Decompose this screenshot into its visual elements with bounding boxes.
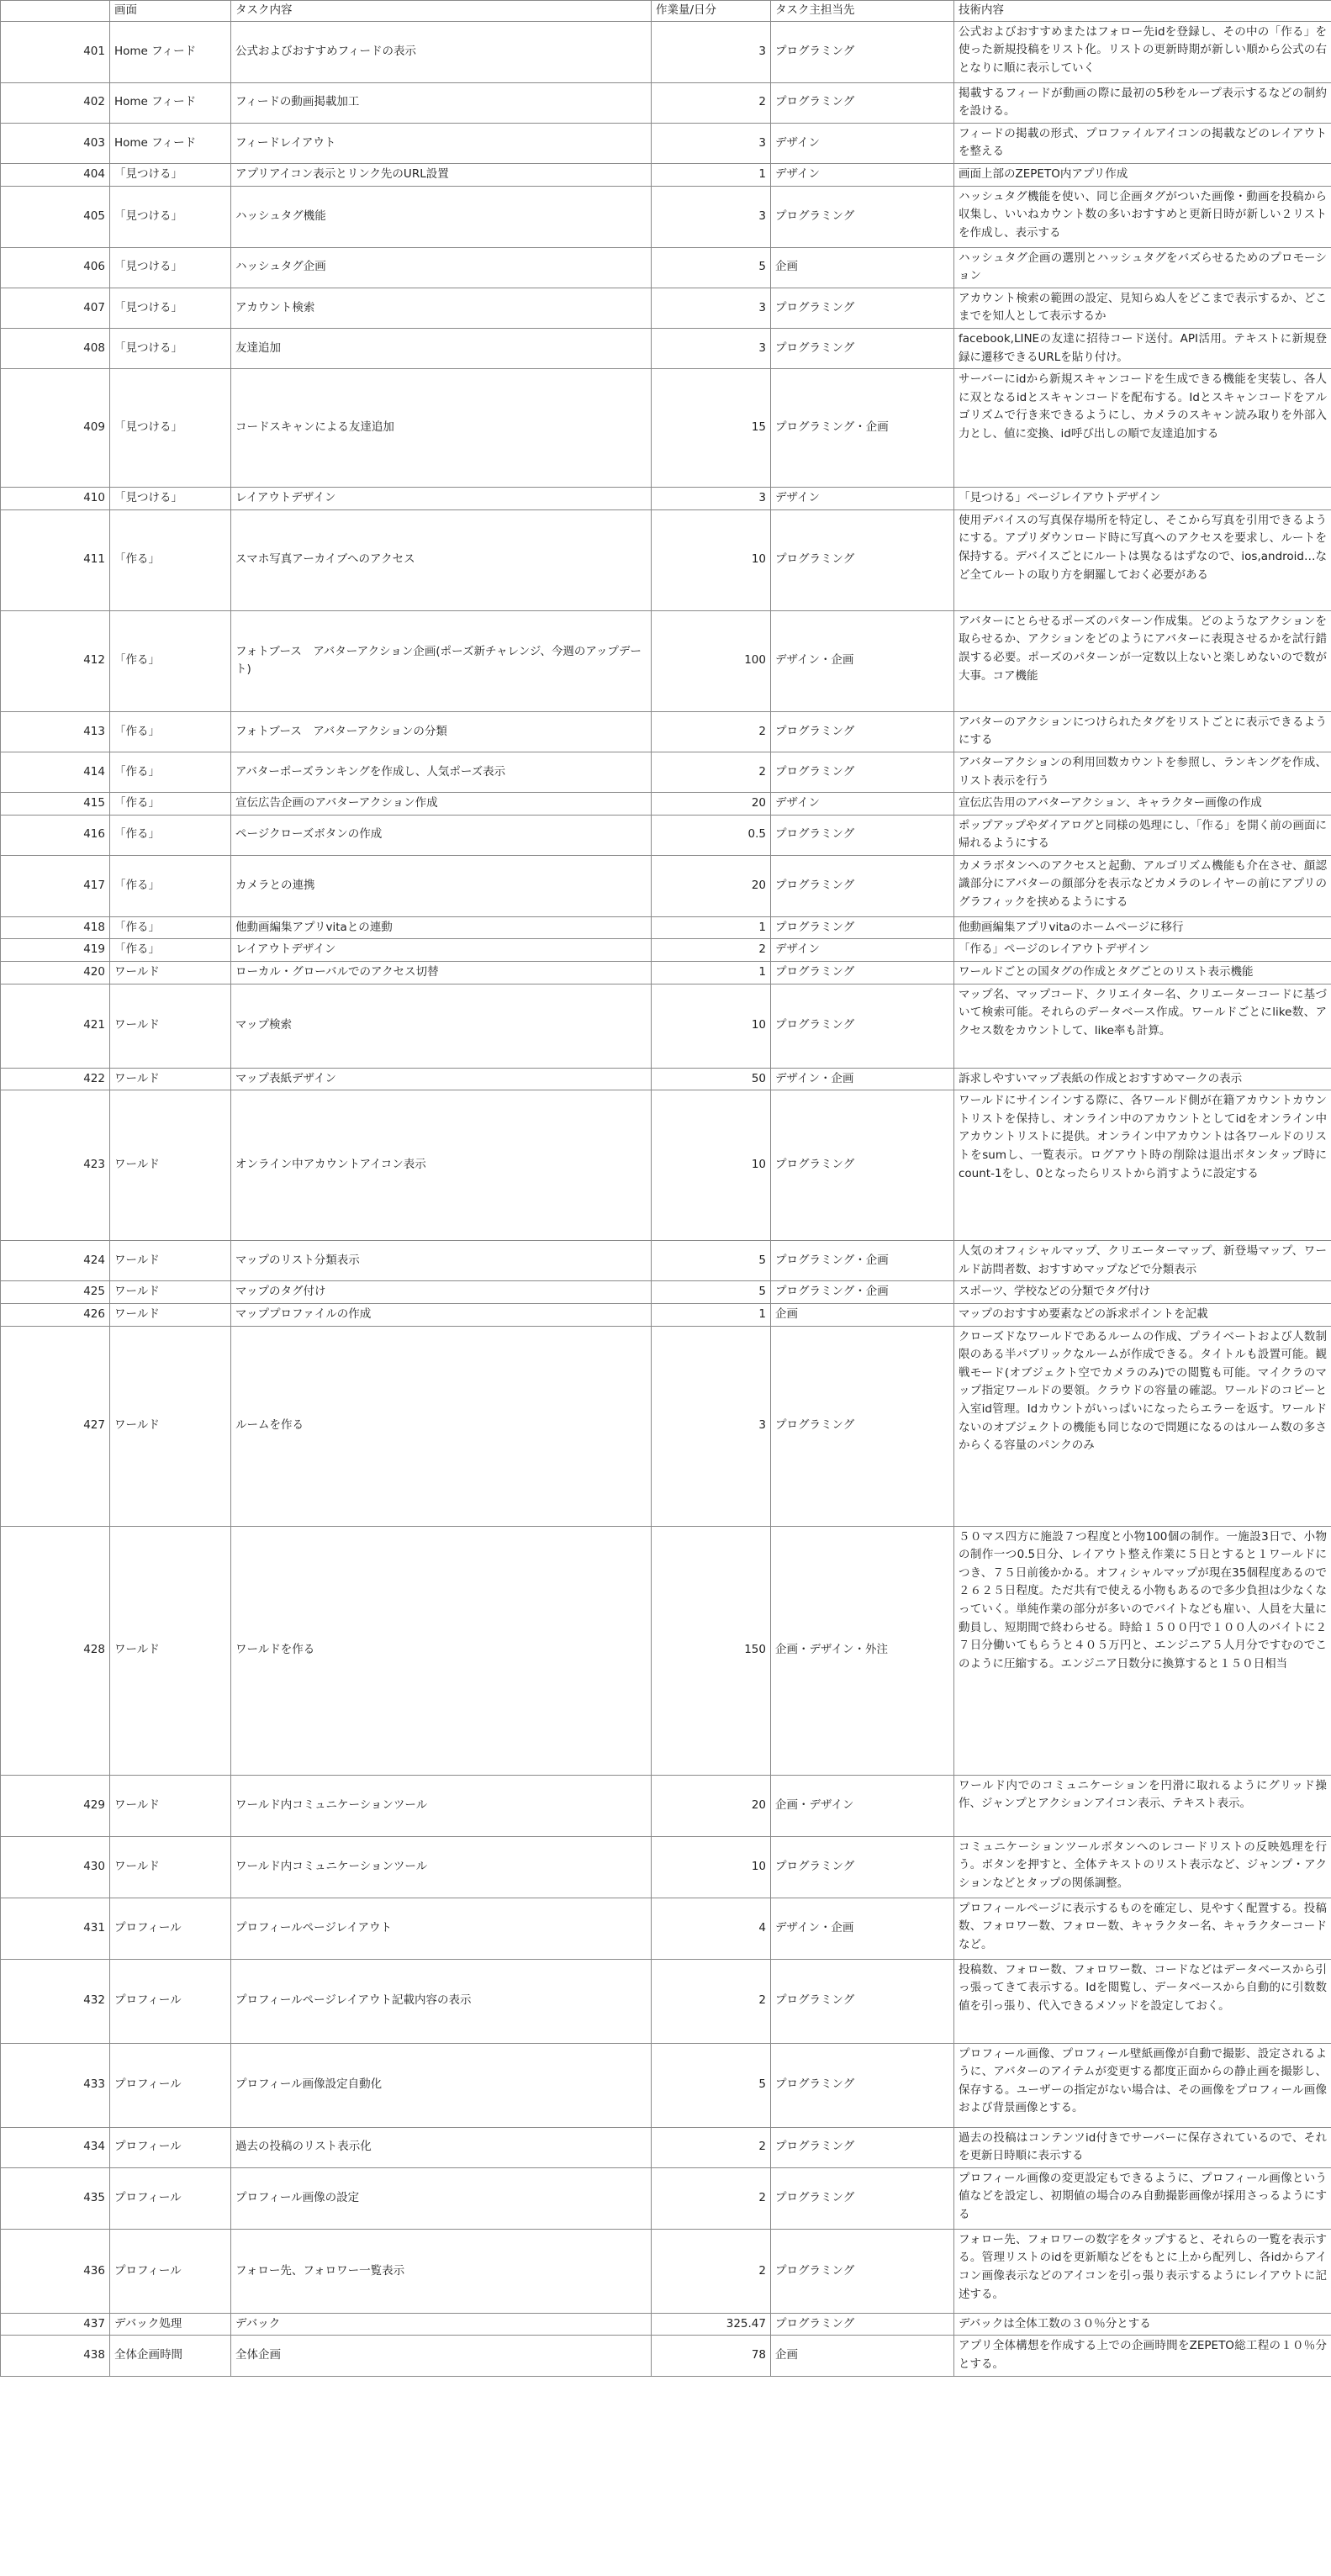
row-screen: 「見つける」 [110, 163, 231, 186]
row-screen: Home フィード [110, 123, 231, 163]
row-load: 2 [652, 752, 771, 792]
row-screen: プロフィール [110, 2043, 231, 2127]
row-tech: 「作る」ページのレイアウトデザイン [954, 939, 1331, 962]
row-task: カメラとの連携 [231, 855, 652, 916]
row-number: 403 [1, 123, 110, 163]
row-owner: 企画・デザイン [771, 1775, 954, 1836]
row-task: マップ表紙デザイン [231, 1068, 652, 1090]
row-owner: 企画 [771, 247, 954, 288]
row-owner: プログラミング [771, 984, 954, 1068]
row-tech: 宣伝広告用のアバターアクション、キャラクター画像の作成 [954, 793, 1331, 816]
row-load: 10 [652, 984, 771, 1068]
row-number: 408 [1, 328, 110, 368]
row-task: アカウント検索 [231, 288, 652, 328]
table-row [1, 1326, 1331, 1526]
row-load: 5 [652, 1281, 771, 1304]
row-task: マップ検索 [231, 984, 652, 1068]
row-number: 410 [1, 488, 110, 510]
row-task: スマホ写真アーカイブへのアクセス [231, 509, 652, 610]
row-number: 429 [1, 1775, 110, 1836]
row-load: 10 [652, 509, 771, 610]
row-screen: Home フィード [110, 82, 231, 123]
task-table-body [1, 1, 1331, 2377]
row-task: ワールド内コミュニケーションツール [231, 1775, 652, 1836]
row-load: 3 [652, 21, 771, 82]
row-tech: 画面上部のZEPETO内アプリ作成 [954, 163, 1331, 186]
row-load: 100 [652, 610, 771, 711]
row-screen: 「作る」 [110, 610, 231, 711]
row-load: 3 [652, 488, 771, 510]
row-number: 419 [1, 939, 110, 962]
row-tech: マップのおすすめ要素などの訴求ポイントを記載 [954, 1304, 1331, 1327]
row-load: 1 [652, 962, 771, 984]
row-load: 1 [652, 1304, 771, 1327]
row-screen: ワールド [110, 984, 231, 1068]
table-row [1, 1068, 1331, 1090]
row-tech: アバターアクションの利用回数カウントを参照し、ランキングを作成、リスト表示を行う [954, 752, 1331, 792]
table-row [1, 711, 1331, 752]
row-task: フォトブース アバターアクション企画(ポーズ新チャレンジ、今週のアップデート) [231, 610, 652, 711]
row-tech: カメラボタンへのアクセスと起動、アルゴリズム機能も介在させ、顔認識部分にアバターの顔部分を表示などカメラのレイヤーの前にアプリのグラフィックを挟めるようにする [954, 855, 1331, 916]
row-screen: プロフィール [110, 2127, 231, 2167]
row-task: ワールドを作る [231, 1526, 652, 1775]
row-screen: 「見つける」 [110, 288, 231, 328]
row-tech: 掲載するフィードが動画の際に最初の5秒をループ表示するなどの制約を設ける。 [954, 82, 1331, 123]
row-task: レイアウトデザイン [231, 488, 652, 510]
row-screen: 「見つける」 [110, 488, 231, 510]
row-load: 150 [652, 1526, 771, 1775]
row-number: 422 [1, 1068, 110, 1090]
row-load: 325.47 [652, 2313, 771, 2336]
row-tech: プロフィール画像、プロフィール壁紙画像が自動で撮影、設定されるように、アバターのアイテムが変更する都度正面からの静止画を撮影し、保存する。ユーザーの指定がない場合は、その画像をプロフィール画像および背景画像とする。 [954, 2043, 1331, 2127]
row-owner: プログラミング [771, 855, 954, 916]
row-owner: プログラミング [771, 1959, 954, 2043]
row-number: 406 [1, 247, 110, 288]
row-owner: プログラミング [771, 752, 954, 792]
row-tech: アバターのアクションにつけられたタグをリストごとに表示できるようにする [954, 711, 1331, 752]
row-load: 2 [652, 2127, 771, 2167]
row-screen: ワールド [110, 1090, 231, 1241]
row-screen: プロフィール [110, 2167, 231, 2229]
row-task: フィードレイアウト [231, 123, 652, 163]
row-tech: アカウント検索の範囲の設定、見知らぬ人をどこまで表示するか、どこまでを知人として表示するか [954, 288, 1331, 328]
row-number: 411 [1, 509, 110, 610]
table-row [1, 2167, 1331, 2229]
row-screen: 「作る」 [110, 752, 231, 792]
row-owner: プログラミング [771, 82, 954, 123]
row-load: 78 [652, 2336, 771, 2376]
row-load: 2 [652, 1959, 771, 2043]
row-number: 433 [1, 2043, 110, 2127]
table-row [1, 752, 1331, 792]
row-number: 414 [1, 752, 110, 792]
table-row [1, 962, 1331, 984]
row-number: 420 [1, 962, 110, 984]
row-number: 405 [1, 186, 110, 247]
row-load: 20 [652, 793, 771, 816]
table-row [1, 328, 1331, 368]
row-task: 友達追加 [231, 328, 652, 368]
row-number: 428 [1, 1526, 110, 1775]
row-number: 412 [1, 610, 110, 711]
table-row [1, 1526, 1331, 1775]
row-task: プロフィール画像の設定 [231, 2167, 652, 2229]
row-load: 5 [652, 1241, 771, 1281]
row-owner: プログラミング・企画 [771, 1241, 954, 1281]
row-owner: プログラミング [771, 1090, 954, 1241]
row-number: 402 [1, 82, 110, 123]
table-row [1, 1836, 1331, 1898]
row-owner: プログラミング [771, 815, 954, 855]
row-tech: ハッシュタグ企画の選別とハッシュタグをバズらせるためのプロモーション [954, 247, 1331, 288]
row-number: 421 [1, 984, 110, 1068]
row-load: 3 [652, 328, 771, 368]
row-tech: コミュニケーションツールボタンへのレコードリストの反映処理を行う。ボタンを押すと、全体テキストのリスト表示など、ジャンプ・アクションなどとタップの関係調整。 [954, 1836, 1331, 1898]
row-owner: デザイン [771, 793, 954, 816]
table-row [1, 21, 1331, 82]
row-tech: 訴求しやすいマップ表紙の作成とおすすめマークの表示 [954, 1068, 1331, 1090]
row-load: 15 [652, 369, 771, 488]
row-tech: 人気のオフィシャルマップ、クリエーターマップ、新登場マップ、ワールド訪問者数、おすすめマップなどで分類表示 [954, 1241, 1331, 1281]
row-load: 3 [652, 123, 771, 163]
row-owner: プログラミング・企画 [771, 1281, 954, 1304]
row-load: 5 [652, 2043, 771, 2127]
table-row [1, 1959, 1331, 2043]
row-tech: サーバーにidから新規スキャンコードを生成できる機能を実装し、各人に双となるidとスキャンコードを配布する。Idとスキャンコードをアルゴリズムで行き来できるようにし、カメラのスキャン読み取りを外部入力とし、値に変換、id呼び出しの順で友達追加する [954, 369, 1331, 488]
row-number: 426 [1, 1304, 110, 1327]
row-tech: 他動画編集アプリvitaのホームページに移行 [954, 916, 1331, 939]
row-screen: ワールド [110, 1304, 231, 1327]
row-owner: デザイン [771, 488, 954, 510]
row-number: 431 [1, 1898, 110, 1959]
row-load: 3 [652, 186, 771, 247]
row-screen: プロフィール [110, 2229, 231, 2313]
row-task: マッププロファイルの作成 [231, 1304, 652, 1327]
table-row [1, 2127, 1331, 2167]
row-task: プロフィールページレイアウト記載内容の表示 [231, 1959, 652, 2043]
row-task: フォトブース アバターアクションの分類 [231, 711, 652, 752]
row-load: 0.5 [652, 815, 771, 855]
row-tech: プロフィール画像の変更設定もできるように、プロフィール画像という値などを設定し、初期値の場合のみ自動撮影画像が採用さっるようにする [954, 2167, 1331, 2229]
row-task: コードスキャンによる友達追加 [231, 369, 652, 488]
row-tech: 投稿数、フォロー数、フォロワー数、コードなどはデータベースから引っ張ってきて表示する。Idを閲覧し、データベースから自動的に引数数値を引っ張り、代入できるメソッドを設定しておく。 [954, 1959, 1331, 2043]
row-task: マップのリスト分類表示 [231, 1241, 652, 1281]
row-task: レイアウトデザイン [231, 939, 652, 962]
row-tech: ポップアップやダイアログと同様の処理にし、「作る」を開く前の画面に帰れるようにする [954, 815, 1331, 855]
row-owner: プログラミング [771, 328, 954, 368]
row-screen: ワールド [110, 1281, 231, 1304]
table-row [1, 1241, 1331, 1281]
row-number: 409 [1, 369, 110, 488]
row-number: 425 [1, 1281, 110, 1304]
row-number: 423 [1, 1090, 110, 1241]
row-number: 430 [1, 1836, 110, 1898]
row-load: 3 [652, 288, 771, 328]
row-task: ワールド内コミュニケーションツール [231, 1836, 652, 1898]
table-row [1, 1775, 1331, 1836]
row-tech: 「見つける」ページレイアウトデザイン [954, 488, 1331, 510]
row-screen: Home フィード [110, 21, 231, 82]
header-no [1, 1, 110, 22]
row-owner: デザイン [771, 939, 954, 962]
row-screen: 「作る」 [110, 939, 231, 962]
row-load: 1 [652, 916, 771, 939]
table-row [1, 369, 1331, 488]
row-screen: 「作る」 [110, 815, 231, 855]
row-number: 407 [1, 288, 110, 328]
row-owner: 企画 [771, 2336, 954, 2376]
row-tech: スポーツ、学校などの分類でタグ付け [954, 1281, 1331, 1304]
row-screen: プロフィール [110, 1898, 231, 1959]
row-task: フォロー先、フォロワー一覧表示 [231, 2229, 652, 2313]
row-screen: 「作る」 [110, 855, 231, 916]
row-task: マップのタグ付け [231, 1281, 652, 1304]
row-tech: マップ名、マップコード、クリエイター名、クリエーターコードに基づいて検索可能。それらのデータベース作成。ワールドごとにlike数、アクセス数をカウントして、like率も計算。 [954, 984, 1331, 1068]
table-row [1, 610, 1331, 711]
row-tech: facebook,LINEの友達に招待コード送付。API活用。テキストに新規登録に遷移できるURLを貼り付け。 [954, 328, 1331, 368]
row-owner: デザイン・企画 [771, 610, 954, 711]
row-owner: プログラミング [771, 2127, 954, 2167]
row-owner: デザイン・企画 [771, 1898, 954, 1959]
table-row [1, 82, 1331, 123]
row-screen: ワールド [110, 1068, 231, 1090]
table-row [1, 247, 1331, 288]
table-row [1, 984, 1331, 1068]
row-screen: プロフィール [110, 1959, 231, 2043]
row-screen: ワールド [110, 1326, 231, 1526]
row-number: 424 [1, 1241, 110, 1281]
row-load: 2 [652, 82, 771, 123]
table-row [1, 1898, 1331, 1959]
table-row [1, 939, 1331, 962]
row-tech: クローズドなワールドであるルームの作成、プライベートおよび人数制限のある半パブリックなルームが作成できる。タイトルも設置可能。観戦モード(オブジェクト空でカメラのみ)での閲覧も可能。マイクラのマップ指定ワールドの要領。クラウドの容量の確認。ワールドのコピーと入室id管理。Idカウントがいっぱいになったらエラーを返す。ワールドないのオブジェクトの機能も同じなので問題になるのはルーム数の多さからくる容量のパンクのみ [954, 1326, 1331, 1526]
row-number: 432 [1, 1959, 110, 2043]
row-task: アプリアイコン表示とリンク先のURL設置 [231, 163, 652, 186]
table-row [1, 2336, 1331, 2376]
table-row [1, 855, 1331, 916]
row-task: 他動画編集アプリvitaとの連動 [231, 916, 652, 939]
row-task: アバターポーズランキングを作成し、人気ポーズ表示 [231, 752, 652, 792]
row-owner: プログラミング [771, 2229, 954, 2313]
table-row [1, 488, 1331, 510]
row-task: フィードの動画掲載加工 [231, 82, 652, 123]
row-load: 50 [652, 1068, 771, 1090]
row-task: オンライン中アカウントアイコン表示 [231, 1090, 652, 1241]
row-load: 10 [652, 1090, 771, 1241]
row-owner: プログラミング [771, 711, 954, 752]
header-screen: 画面 [110, 1, 231, 22]
row-screen: 「作る」 [110, 793, 231, 816]
row-number: 404 [1, 163, 110, 186]
row-tech: アバターにとらせるポーズのパターン作成集。どのようなアクションを取らせるか、アクションをどのようにアバターに表現させるかを試行錯誤する必要。ポーズのパターンが一定数以上ないと楽しめないので数が大事。コア機能 [954, 610, 1331, 711]
row-screen: 「見つける」 [110, 186, 231, 247]
row-load: 5 [652, 247, 771, 288]
row-number: 415 [1, 793, 110, 816]
table-row [1, 163, 1331, 186]
row-screen: 「作る」 [110, 509, 231, 610]
row-owner: プログラミング [771, 288, 954, 328]
table-row [1, 123, 1331, 163]
row-tech: フォロー先、フォロワーの数字をタップすると、それらの一覧を表示する。管理リストのidを更新順などをもとに上から配列し、各idからアイコン画像表示などのアイコンを引っ張り表示するようにレイアウトに記述する。 [954, 2229, 1331, 2313]
row-number: 416 [1, 815, 110, 855]
row-load: 3 [652, 1326, 771, 1526]
header-task: タスク内容 [231, 1, 652, 22]
row-owner: 企画 [771, 1304, 954, 1327]
row-tech: ワールドごとの国タグの作成とタグごとのリスト表示機能 [954, 962, 1331, 984]
row-tech: ５０マス四方に施設７つ程度と小物100個の制作。一施設3日で、小物の制作一つ0.5日分、レイアウト整え作業に５日とすると１ワールドにつき、７５日前後かかる。オフィシャルマップが現在35個程度あるので２６２５日程度。ただ共有で使える小物もあるので多少負担は少なくなっていく。単純作業の部分が多いのでバイトなども雇い、人員を大量に動員し、短期間で終わらせる。時給１５００円で１００人のバイトに２７日分働いてもらうと４０５万円と、エンジニア５人月分ですむのでこのように圧縮する。エンジニア日数分に換算すると１５０日相当 [954, 1526, 1331, 1775]
row-screen: デバック処理 [110, 2313, 231, 2336]
row-owner: プログラミング [771, 1836, 954, 1898]
row-number: 413 [1, 711, 110, 752]
row-owner: デザイン [771, 123, 954, 163]
row-tech: 公式およびおすすめまたはフォロー先idを登録し、その中の「作る」を使った新規投稿をリスト化。リストの更新時期が新しい順から公式の右となりに順に表示していく [954, 21, 1331, 82]
table-header-row [1, 1, 1331, 22]
row-load: 2 [652, 939, 771, 962]
row-load: 20 [652, 855, 771, 916]
row-screen: 「作る」 [110, 711, 231, 752]
row-task: 過去の投稿のリスト表示化 [231, 2127, 652, 2167]
table-row [1, 2043, 1331, 2127]
row-task: 公式およびおすすめフィードの表示 [231, 21, 652, 82]
row-number: 417 [1, 855, 110, 916]
row-owner: プログラミング [771, 2167, 954, 2229]
row-number: 401 [1, 21, 110, 82]
row-tech: ワールド内でのコミュニケーションを円滑に取れるようにグリッド操作、ジャンプとアクションアイコン表示、テキスト表示。 [954, 1775, 1331, 1836]
table-row [1, 1090, 1331, 1241]
row-number: 438 [1, 2336, 110, 2376]
row-load: 10 [652, 1836, 771, 1898]
row-owner: プログラミング [771, 509, 954, 610]
table-row [1, 2229, 1331, 2313]
row-load: 2 [652, 711, 771, 752]
row-task: ローカル・グローバルでのアクセス切替 [231, 962, 652, 984]
row-screen: 全体企画時間 [110, 2336, 231, 2376]
row-number: 427 [1, 1326, 110, 1526]
table-row [1, 1304, 1331, 1327]
row-owner: プログラミング [771, 2313, 954, 2336]
row-task: プロフィールページレイアウト [231, 1898, 652, 1959]
row-owner: プログラミング [771, 916, 954, 939]
row-owner: 企画・デザイン・外注 [771, 1526, 954, 1775]
row-owner: プログラミング・企画 [771, 369, 954, 488]
row-screen: ワールド [110, 1241, 231, 1281]
row-task: プロフィール画像設定自動化 [231, 2043, 652, 2127]
row-screen: ワールド [110, 1526, 231, 1775]
row-load: 4 [652, 1898, 771, 1959]
row-task: ルームを作る [231, 1326, 652, 1526]
row-screen: 「見つける」 [110, 369, 231, 488]
row-screen: ワールド [110, 962, 231, 984]
row-load: 20 [652, 1775, 771, 1836]
row-number: 435 [1, 2167, 110, 2229]
row-load: 1 [652, 163, 771, 186]
table-row [1, 2313, 1331, 2336]
row-screen: ワールド [110, 1775, 231, 1836]
header-load: 作業量/日分 [652, 1, 771, 22]
row-number: 436 [1, 2229, 110, 2313]
row-owner: デザイン [771, 163, 954, 186]
row-task: ハッシュタグ機能 [231, 186, 652, 247]
header-tech: 技術内容 [954, 1, 1331, 22]
row-tech: 使用デバイスの写真保存場所を特定し、そこから写真を引用できるようにする。アプリダウンロード時に写真へのアクセスを要求し、ルートを保持する。デバイスごとにルートは異なるはずなので、ios,android…など全てルートの取り方を網羅しておく必要がある [954, 509, 1331, 610]
table-row [1, 815, 1331, 855]
row-screen: ワールド [110, 1836, 231, 1898]
row-owner: プログラミング [771, 2043, 954, 2127]
row-number: 437 [1, 2313, 110, 2336]
row-screen: 「見つける」 [110, 328, 231, 368]
table-row [1, 288, 1331, 328]
row-owner: プログラミング [771, 962, 954, 984]
row-tech: プロフィールページに表示するものを確定し、見やすく配置する。投稿数、フォロワー数、フォロー数、キャラクター名、キャラクターコードなど。 [954, 1898, 1331, 1959]
row-load: 2 [652, 2167, 771, 2229]
row-task: 宣伝広告企画のアバターアクション作成 [231, 793, 652, 816]
row-screen: 「見つける」 [110, 247, 231, 288]
row-task: デバック [231, 2313, 652, 2336]
table-row [1, 509, 1331, 610]
row-number: 434 [1, 2127, 110, 2167]
table-row [1, 793, 1331, 816]
table-row [1, 1281, 1331, 1304]
table-row [1, 916, 1331, 939]
row-tech: ワールドにサインインする際に、各ワールド側が在籍アカウントカウントリストを保持し、オンライン中のアカウントとしてidをオンライン中アカウントリストに提供。オンライン中アカウントは各ワールドのリストをsumし、一覧表示。ログアウト時の削除は退出ボタンタップ時にcount-1をし、0となったらリストから消すように設定する [954, 1090, 1331, 1241]
row-screen: 「作る」 [110, 916, 231, 939]
row-load: 2 [652, 2229, 771, 2313]
row-tech: フィードの掲載の形式、プロファイルアイコンの掲載などのレイアウトを整える [954, 123, 1331, 163]
header-owner: タスク主担当先 [771, 1, 954, 22]
row-tech: ハッシュタグ機能を使い、同じ企画タグがついた画像・動画を投稿から収集し、いいねカウント数の多いおすすめと更新日時が新しい２リストを作成し、表示する [954, 186, 1331, 247]
row-task: ハッシュタグ企画 [231, 247, 652, 288]
row-owner: デザイン・企画 [771, 1068, 954, 1090]
row-tech: 過去の投稿はコンテンツid付きでサーバーに保存されているので、それを更新日時順に表示する [954, 2127, 1331, 2167]
row-owner: プログラミング [771, 186, 954, 247]
row-task: ページクローズボタンの作成 [231, 815, 652, 855]
row-tech: デバックは全体工数の３０％分とする [954, 2313, 1331, 2336]
row-owner: プログラミング [771, 1326, 954, 1526]
table-row [1, 186, 1331, 247]
row-task: 全体企画 [231, 2336, 652, 2376]
row-tech: アプリ全体構想を作成する上での企画時間をZEPETO総工程の１０％分とする。 [954, 2336, 1331, 2376]
row-number: 418 [1, 916, 110, 939]
row-owner: プログラミング [771, 21, 954, 82]
